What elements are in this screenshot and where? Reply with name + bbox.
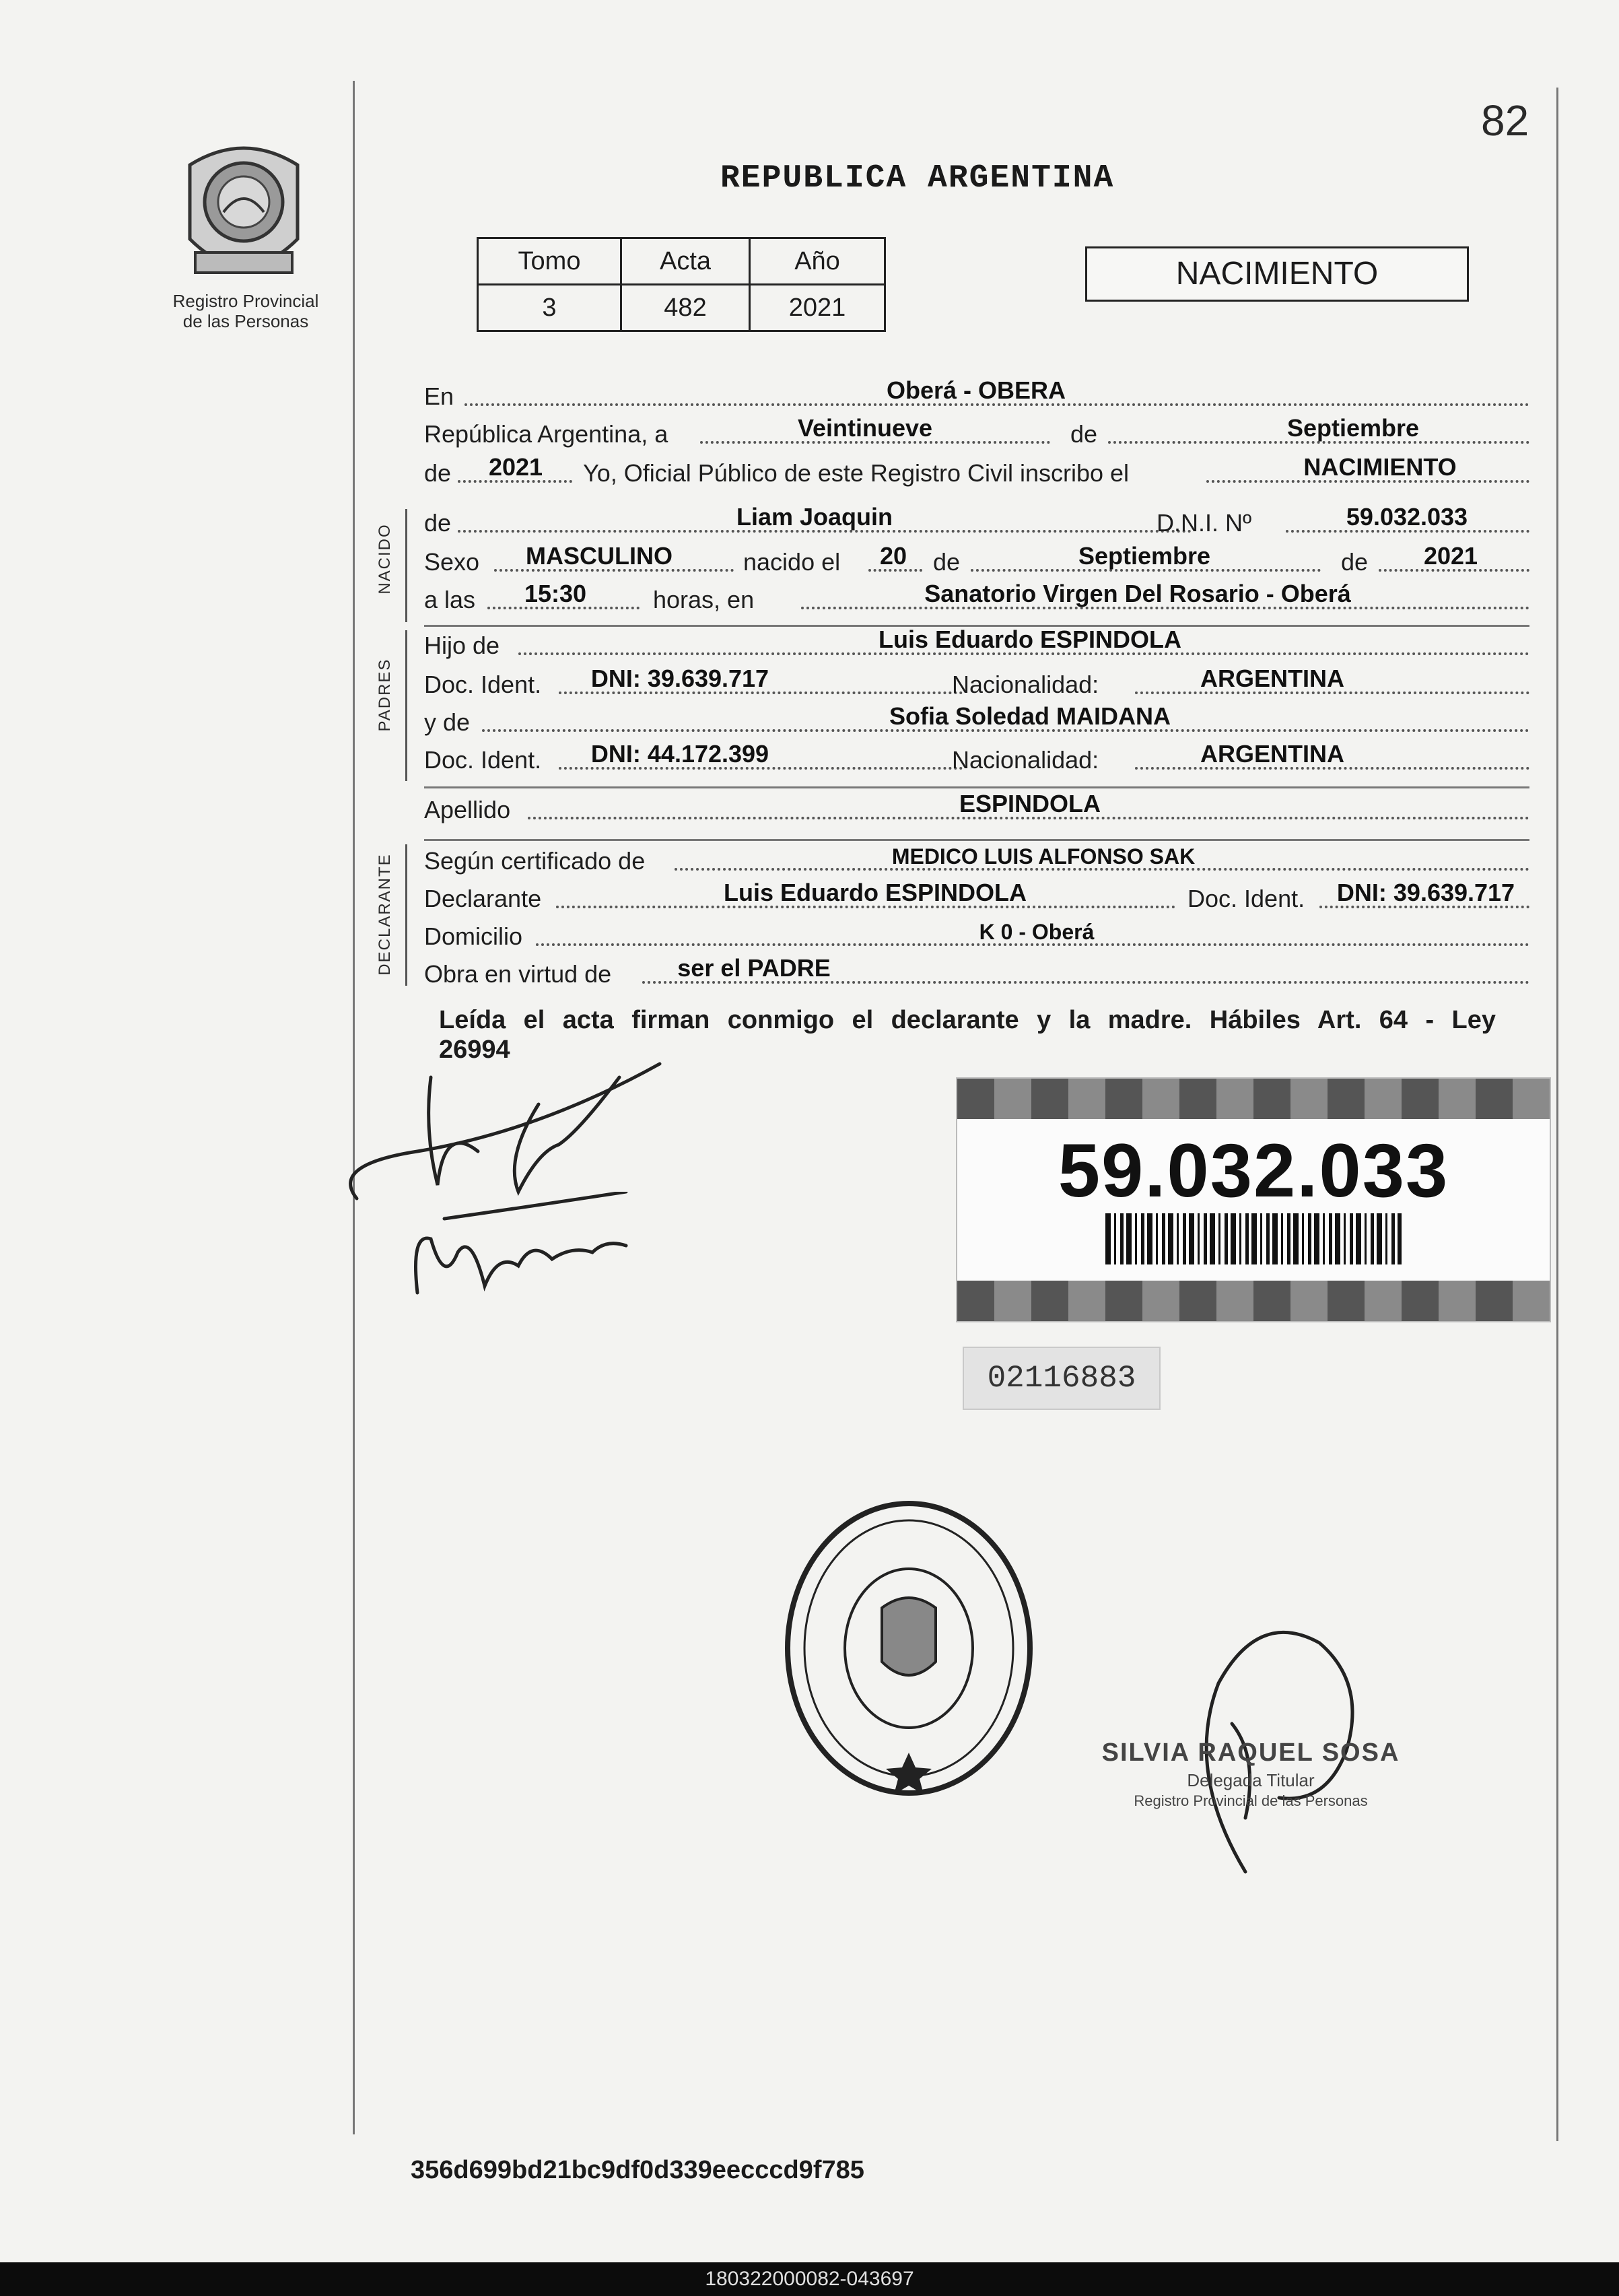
label-declarante: Declarante xyxy=(424,885,542,912)
label-nacionalidad-padre: Nacionalidad: xyxy=(952,671,1099,698)
label-nacido-el: nacido el xyxy=(743,548,841,576)
dni-sticker xyxy=(956,1077,1551,1322)
label-certificado: Según certificado de xyxy=(424,847,646,875)
value-declarante-doc: DNI: 39.639.717 xyxy=(1336,879,1515,906)
value-hora: 15:30 xyxy=(524,580,587,607)
label-domicilio: Domicilio xyxy=(424,922,523,950)
row-declarante xyxy=(424,879,1529,916)
closing-text: Leída el acta firman conmigo el declarante y la madre. Hábiles Art. 64 - Ley xyxy=(439,1006,1496,1034)
value-padre-nacionalidad: ARGENTINA xyxy=(1200,665,1344,692)
value-dni: 59.032.033 xyxy=(1346,503,1468,531)
serial-sticker: 02116883 xyxy=(963,1347,1161,1410)
label-hijo-de: Hijo de xyxy=(424,632,500,659)
value-anio-nacimiento: 2021 xyxy=(1423,542,1478,570)
value-madre-doc: DNI: 44.172.399 xyxy=(590,740,769,768)
row-padre-doc xyxy=(424,665,1529,702)
section-label-padres: PADRES xyxy=(376,658,394,732)
row-fecha xyxy=(424,415,1529,451)
row-en xyxy=(424,377,1529,413)
value-dia-inscripcion: Veintinueve xyxy=(797,414,933,442)
row-padre xyxy=(424,626,1529,663)
label-de-nombre: de xyxy=(424,509,452,537)
section-divider xyxy=(424,786,1529,788)
label-y-de: y de xyxy=(424,708,471,736)
stamp-role: Delegada Titular xyxy=(1187,1770,1315,1790)
header-acta: Acta xyxy=(621,238,750,285)
label-de-anio: de xyxy=(1341,548,1369,576)
record-type-box: NACIMIENTO xyxy=(1085,246,1469,302)
label-doc-madre: Doc. Ident. xyxy=(424,746,542,774)
value-obra: ser el PADRE xyxy=(677,954,831,982)
value-acto: NACIMIENTO xyxy=(1303,453,1457,481)
value-domicilio: K 0 - Oberá xyxy=(979,920,1095,944)
value-madre-nacionalidad: ARGENTINA xyxy=(1200,740,1344,768)
value-madre: Sofia Soledad MAIDANA xyxy=(889,702,1171,730)
label-inscribo: Yo, Oficial Público de este Registro Civil inscribo el xyxy=(583,459,1130,487)
footer-code: 180322000082-043697 xyxy=(0,2262,1619,2296)
label-republica: República Argentina, a xyxy=(424,420,668,448)
label-apellido: Apellido xyxy=(424,796,511,823)
label-de: de xyxy=(1070,420,1098,448)
label-de-mes: de xyxy=(933,548,961,576)
label-a-las: a las xyxy=(424,586,476,613)
right-border-line xyxy=(1556,88,1558,2141)
document-title: REPUBLICA ARGENTINA xyxy=(720,160,1115,197)
value-mes-nacimiento: Septiembre xyxy=(1078,542,1211,570)
registry-table xyxy=(477,237,886,332)
stamp-name: SILVIA RAQUEL SOSA xyxy=(1101,1738,1400,1767)
declarante-signature xyxy=(337,1050,714,1212)
stamp-org: Registro Provincial de las Personas xyxy=(1134,1792,1368,1809)
row-madre-doc xyxy=(424,741,1529,777)
row-domicilio xyxy=(424,917,1529,953)
row-nacido-sexo xyxy=(424,543,1529,579)
crest-caption xyxy=(145,291,347,331)
section-label-nacido: NACIDO xyxy=(376,523,394,595)
label-obra: Obra en virtud de xyxy=(424,960,612,988)
row-inscribo xyxy=(424,454,1529,490)
signature-stamp xyxy=(1096,1738,1406,1810)
row-apellido xyxy=(424,790,1529,827)
crest-caption-line2: de las Personas xyxy=(182,311,309,331)
value-dia-nacimiento: 20 xyxy=(879,542,907,570)
value-declarante: Luis Eduardo ESPINDOLA xyxy=(723,879,1027,906)
value-anio-inscripcion: 2021 xyxy=(488,453,543,481)
sticker-band xyxy=(957,1079,1550,1119)
section-label-declarante: DECLARANTE xyxy=(376,853,394,976)
provincia-de-misiones-crest-icon xyxy=(176,138,311,293)
row-obra xyxy=(424,955,1529,991)
value-apellido: ESPINDOLA xyxy=(959,790,1101,817)
value-nombre: Liam Joaquin xyxy=(736,503,893,531)
row-nacido-nombre xyxy=(424,504,1529,540)
label-dni: D.N.I. Nº xyxy=(1157,509,1252,537)
value-lugar: Sanatorio Virgen Del Rosario - Oberá xyxy=(924,580,1351,607)
label-en: En xyxy=(424,382,454,410)
label-sexo: Sexo xyxy=(424,548,480,576)
madre-signature xyxy=(404,1192,633,1313)
sticker-dni-number: 59.032.033 xyxy=(1058,1128,1449,1213)
closing-text-law: 26994 xyxy=(439,1036,510,1064)
label-doc-declarante: Doc. Ident. xyxy=(1187,885,1305,912)
label-nacionalidad-madre: Nacionalidad: xyxy=(952,746,1099,774)
header-anio: Año xyxy=(750,238,885,285)
crest-caption-line1: Registro Provincial xyxy=(172,291,319,311)
value-sexo: MASCULINO xyxy=(526,542,673,570)
label-de2: de xyxy=(424,459,452,487)
value-en: Oberá - OBERA xyxy=(886,376,1066,404)
section-divider xyxy=(424,839,1529,841)
row-certificado xyxy=(424,842,1529,878)
label-doc-padre: Doc. Ident. xyxy=(424,671,542,698)
row-madre xyxy=(424,703,1529,739)
section-bar xyxy=(405,509,407,622)
section-bar xyxy=(405,844,407,986)
official-seal-icon xyxy=(774,1493,1043,1803)
sticker-band xyxy=(957,1281,1550,1321)
barcode-icon xyxy=(1105,1213,1402,1264)
value-anio: 2021 xyxy=(750,285,885,331)
value-certificado: MEDICO LUIS ALFONSO SAK xyxy=(891,844,1196,869)
section-bar xyxy=(405,630,407,781)
document-hash: 356d699bd21bc9df0d339eecccd9f785 xyxy=(411,2156,864,2184)
header-tomo: Tomo xyxy=(478,238,621,285)
value-acta: 482 xyxy=(621,285,750,331)
row-nacido-hora xyxy=(424,580,1529,617)
page-number: 82 xyxy=(1481,96,1529,145)
label-horas-en: horas, en xyxy=(653,586,755,613)
value-padre: Luis Eduardo ESPINDOLA xyxy=(878,626,1182,653)
value-mes-inscripcion: Septiembre xyxy=(1286,414,1420,442)
value-tomo: 3 xyxy=(478,285,621,331)
value-padre-doc: DNI: 39.639.717 xyxy=(590,665,769,692)
